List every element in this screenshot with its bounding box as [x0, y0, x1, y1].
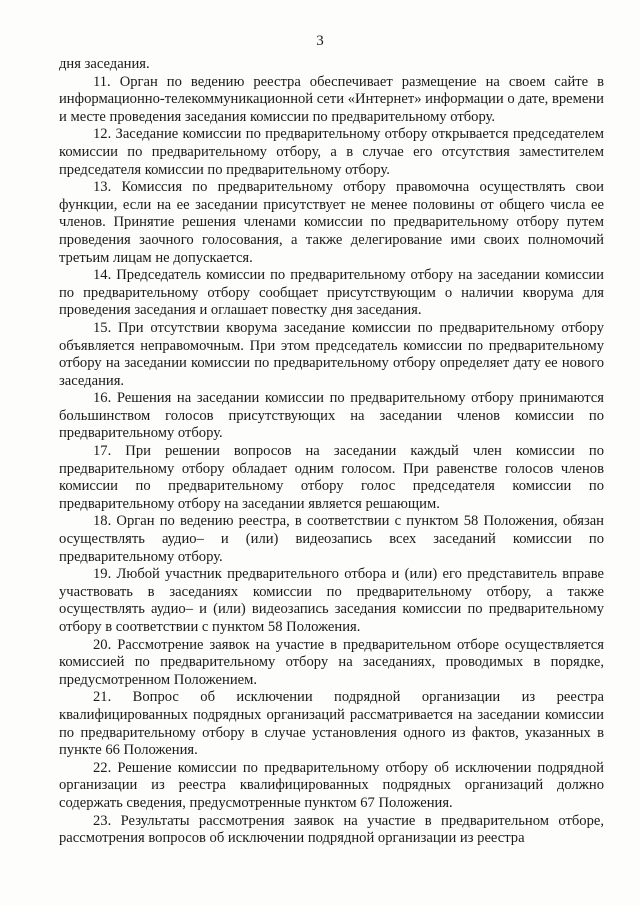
document-body [59, 56, 604, 848]
paragraph-23: 23. Результаты рассмотрения заявок на участие в предварительном отборе, рассмотрения вопросов об исключении подрядной организации из реестра [59, 812, 604, 847]
paragraph-22: 22. Решение комиссии по предварительному отбору об исключении подрядной организации из реестра квалифицированных подрядных организаций должно содержать сведения, предусмотренные пунктом 67 Положения. [59, 759, 604, 811]
page-number: 3 [316, 33, 324, 49]
paragraph-15: 15. При отсутствии кворума заседание комиссии по предварительному отбору объявляется неправомочным. При этом председатель комиссии по предварительному отбору на заседании комиссии по предварительному отбору определяет дату ее нового заседания. [59, 319, 604, 389]
paragraph-19: 19. Любой участник предварительного отбора и (или) его представитель вправе участвовать в заседаниях комиссии по предварительному отбору, а также осуществлять аудио– и (или) видеозапись заседания комиссии по предварительному отбору в соответствии с пунктом 58 Положения. [59, 566, 604, 635]
paragraph-continuation: дня заседания. [59, 56, 150, 72]
paragraph-17: 17. При решении вопросов на заседании каждый член комиссии по предварительному отбору обладает одним голосом. При равенстве голосов членов комиссии по предварительному отбору голос председателя комиссии по предварительному отбору на заседании является решающим. [59, 443, 604, 512]
paragraph-16: 16. Решения на заседании комиссии по предварительному отбору принимаются большинством голосов присутствующих на заседании членов комиссии по предварительному отбору. [59, 390, 604, 442]
paragraph-11: 11. Орган по ведению реестра обеспечивает размещение на своем сайте в информационно-телекоммуникационной сети «Интернет» информации о дате, времени и месте проведения заседания комиссии по предварительному отбору. [59, 73, 604, 125]
paragraph-13: 13. Комиссия по предварительному отбору правомочна осуществлять свои функции, если на ее заседании присутствует не менее половины от общего числа ее членов. Принятие решения членами комиссии по предварительному отбору путем проведения заочного голосования, а также делегирование ими своих полномочий третьим лицам не допускается. [59, 179, 604, 266]
paragraph-18: 18. Орган по ведению реестра, в соответствии с пунктом 58 Положения, обязан осуществлять аудио– и (или) видеозапись всех заседаний комиссии по предварительному отбору. [59, 513, 604, 565]
paragraph-21: 21. Вопрос об исключении подрядной организации из реестра квалифицированных подрядных организаций рассматривается на заседании комиссии по предварительному отбору в случае установления одного из фактов, указанных в пункте 66 Положения. [59, 689, 604, 759]
paragraph-20: 20. Рассмотрение заявок на участие в предварительном отборе осуществляется комиссией по предварительному отбору на заседаниях, проводимых в порядке, предусмотренном Положением. [59, 636, 604, 688]
paragraph-12: 12. Заседание комиссии по предварительному отбору открывается председателем комиссии по предварительному отбору, а в случае его отсутствия заместителем председателя комиссии по предварительному отбору. [59, 126, 604, 178]
paragraph-14: 14. Председатель комиссии по предварительному отбору на заседании комиссии по предварительному отбору сообщает присутствующим о наличии кворума для проведения заседания и оглашает повестку дня заседания. [59, 267, 604, 319]
